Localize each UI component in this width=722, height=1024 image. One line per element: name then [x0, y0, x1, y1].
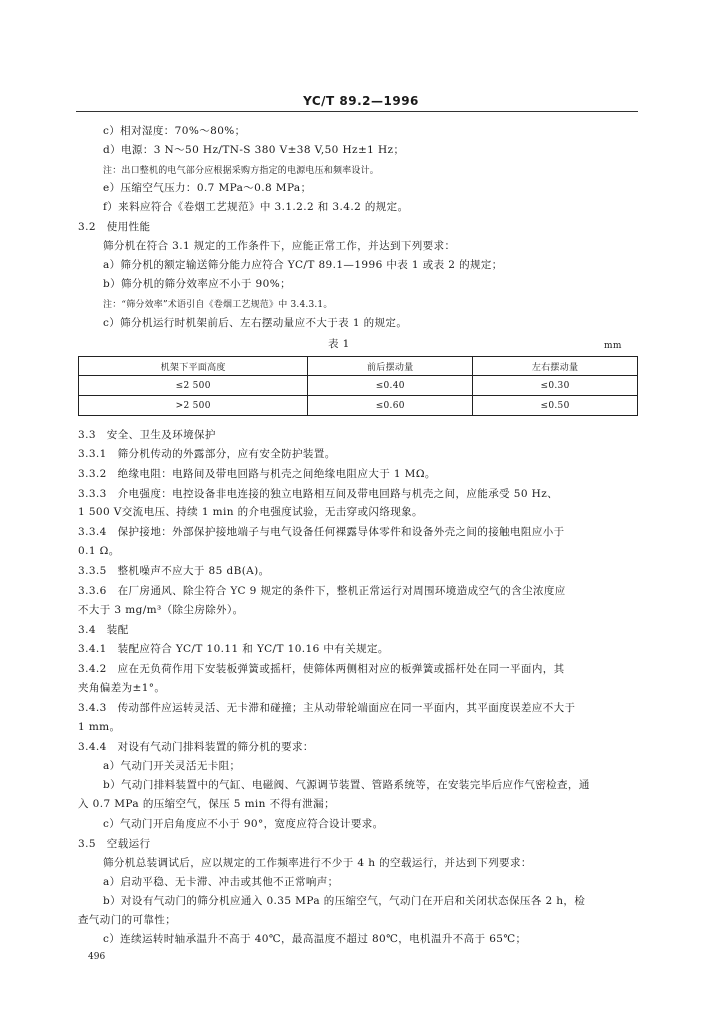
text-line: 1 mm。 — [78, 721, 121, 733]
standard-number-header: YC/T 89.2—1996 — [303, 94, 419, 108]
table-header-row — [79, 357, 638, 376]
text-line: e）压缩空气压力：0.7 MPa～0.8 MPa； — [103, 182, 312, 194]
text-line: a）气动门开关灵活无卡阻； — [103, 760, 241, 772]
page-number: 496 — [88, 952, 106, 962]
table-cell: ≤0.40 — [308, 376, 473, 396]
table-cell: ≤0.30 — [473, 376, 638, 396]
table-cell: ≤2 500 — [79, 376, 308, 396]
section-heading: 3.4 装配 — [78, 624, 129, 636]
table-cell: >2 500 — [79, 396, 308, 416]
text-line: 0.1 Ω。 — [78, 545, 120, 557]
text-line: b）筛分机的筛分效率应不小于 90%； — [103, 278, 291, 290]
text-line: 1 500 V交流电压、持续 1 min 的介电强度试验，无击穿或闪络现象。 — [78, 506, 423, 518]
table-unit: mm — [604, 341, 622, 351]
text-line: f）来料应符合《卷烟工艺规范》中 3.1.2.2 和 3.4.2 的规定。 — [103, 201, 409, 213]
text-line: b）对设有气动门的筛分机应通入 0.35 MPa 的压缩空气，气动门在开启和关闭状态保压各 2 h，检 — [103, 895, 586, 907]
note-line: 注：出口整机的电气部分应根据采购方指定的电源电压和频率设计。 — [103, 166, 380, 176]
text-line: 夹角偏差为±1°。 — [78, 682, 166, 694]
section-heading: 3.3 安全、卫生及环境保护 — [78, 429, 216, 441]
text-line: 入 0.7 MPa 的压缩空气，保压 5 min 不得有泄漏； — [78, 798, 335, 810]
text-line: 查气动门的可靠性； — [78, 914, 177, 926]
text-line: c）连续运转时轴承温升不高于 40℃，最高温度不超过 80℃，电机温升不高于 65℃； — [103, 933, 527, 945]
text-line: a）启动平稳、无卡滞、冲击或其他不正常响声； — [103, 876, 339, 888]
table-1 — [78, 356, 638, 416]
text-line: 3.3.5 整机噪声不应大于 85 dB(A)。 — [78, 565, 270, 577]
text-line: 3.3.6 在厂房通风、除尘符合 YC 9 规定的条件下，整机正常运行对周围环境造成空气的含尘浓度应 — [78, 585, 566, 597]
text-line: c）气动门开启角度应不小于 90°，宽度应符合设计要求。 — [103, 818, 384, 830]
text-line: b）气动门排料装置中的气缸、电磁阀、气源调节装置、管路系统等，在安装完毕后应作气密检查，通 — [103, 779, 590, 791]
section-heading: 3.2 使用性能 — [78, 221, 151, 233]
table-caption: 表 1 — [328, 338, 350, 350]
text-line: d）电源：3 N～50 Hz/TN-S 380 V±38 V,50 Hz±1 Hz； — [103, 144, 405, 156]
table-cell: ≤0.50 — [473, 396, 638, 416]
text-line: 3.4.2 应在无负荷作用下安装板弹簧或摇杆，使筛体两侧相对应的板弹簧或摇杆处在同一平面内，其 — [78, 663, 565, 675]
text-line: 不大于 3 mg/m³（除尘房除外）。 — [78, 604, 244, 616]
text-line: 3.3.3 介电强度：电控设备非电连接的独立电路相互间及带电回路与机壳之间，应能承受 50 Hz、 — [78, 488, 559, 500]
table-row — [79, 376, 638, 396]
text-line: 3.3.1 筛分机传动的外露部分，应有安全防护装置。 — [78, 448, 336, 460]
text-line: a）筛分机的额定输送筛分能力应符合 YC/T 89.1—1996 中表 1 或表 2 的规定； — [103, 259, 503, 271]
section-heading: 3.5 空载运行 — [78, 838, 151, 850]
text-line: 3.4.3 传动部件应运转灵活、无卡滞和碰撞；主从动带轮端面应在同一平面内，其平面度误差应不大于 — [78, 702, 576, 714]
header-rule — [76, 111, 638, 112]
table-header-cell: 左右摆动量 — [473, 357, 638, 376]
text-line: 筛分机总装调试后，应以规定的工作频率进行不少于 4 h 的空载运行，并达到下列要求： — [103, 857, 532, 869]
text-line: c）筛分机运行时机架前后、左右摆动量应不大于表 1 的规定。 — [103, 317, 408, 329]
note-line: 注：“筛分效率”术语引自《卷烟工艺规范》中 3.4.3.1。 — [103, 300, 333, 310]
text-line: c）相对湿度：70%～80%； — [103, 125, 246, 137]
table-cell: ≤0.60 — [308, 396, 473, 416]
text-line: 筛分机在符合 3.1 规定的工作条件下，应能正常工作，并达到下列要求： — [103, 240, 456, 252]
text-line: 3.3.2 绝缘电阻：电路间及带电回路与机壳之间绝缘电阻应大于 1 MΩ。 — [78, 468, 436, 480]
table-row — [79, 396, 638, 416]
text-line: 3.3.4 保护接地：外部保护接地端子与电气设备任何裸露导体零件和设备外壳之间的接触电阻应小于 — [78, 526, 565, 538]
text-line: 3.4.4 对设有气动门排料装置的筛分机的要求： — [78, 741, 314, 753]
text-line: 3.4.1 装配应符合 YC/T 10.11 和 YC/T 10.16 中有关规定。 — [78, 643, 389, 655]
table-header-cell: 前后摆动量 — [308, 357, 473, 376]
table-header-cell: 机架下平面高度 — [79, 357, 308, 376]
